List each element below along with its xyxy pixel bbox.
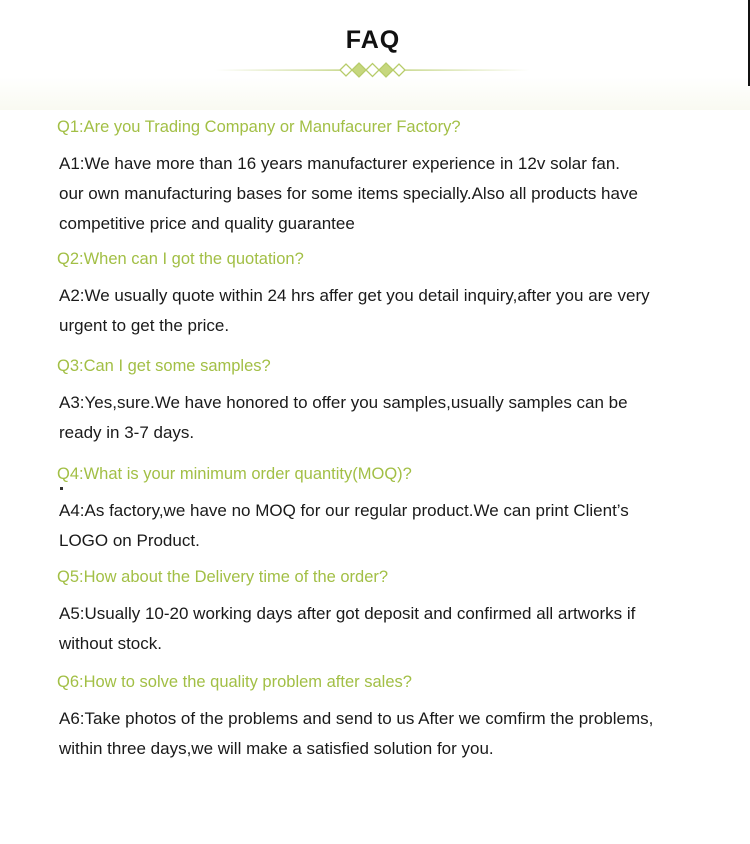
faq-answer (59, 281, 709, 341)
faq-answer (59, 496, 709, 556)
ornament-divider-icon (215, 60, 530, 80)
answer-line: without stock. (59, 634, 162, 653)
answer-line: A1:We have more than 16 years manufacturer experience in 12v solar fan. (59, 154, 620, 173)
answer-line: A3:Yes,sure.We have honored to offer you samples,usually samples can be (59, 393, 628, 412)
answer-line: ready in 3-7 days. (59, 423, 195, 442)
answer-line: within three days,we will make a satisfied solution for you. (59, 739, 494, 758)
answer-line: LOGO on Product. (59, 531, 200, 550)
faq-question: Q2:When can I got the quotation? (57, 250, 304, 268)
faq-answer (59, 599, 709, 659)
answer-line: competitive price and quality guarantee (59, 214, 355, 233)
answer-line: A5:Usually 10-20 working days after got deposit and confirmed all artworks if (59, 604, 636, 623)
faq-answer (59, 149, 709, 239)
answer-line: our own manufacturing bases for some items specially.Also all products have (59, 184, 638, 203)
answer-line: A2:We usually quote within 24 hrs affer get you detail inquiry,after you are very (59, 286, 650, 305)
header-background (0, 0, 750, 110)
faq-question: Q5:How about the Delivery time of the order? (57, 568, 389, 586)
faq-answer (59, 388, 709, 448)
faq-question: Q3:Can I get some samples? (57, 357, 271, 375)
faq-question: Q6:How to solve the quality problem after sales? (57, 673, 412, 691)
answer-line: urgent to get the price. (59, 316, 230, 335)
answer-line: A4:As factory,we have no MOQ for our regular product.We can print Client’s (59, 501, 629, 520)
page-title: FAQ (345, 26, 401, 54)
faq-question: Q1:Are you Trading Company or Manufacurer Factory? (57, 118, 461, 136)
stray-dot (60, 487, 63, 490)
faq-question: Q4:What is your minimum order quantity(MOQ)? (57, 465, 412, 483)
faq-answer (59, 704, 709, 764)
answer-line: A6:Take photos of the problems and send to us After we comfirm the problems, (59, 709, 654, 728)
